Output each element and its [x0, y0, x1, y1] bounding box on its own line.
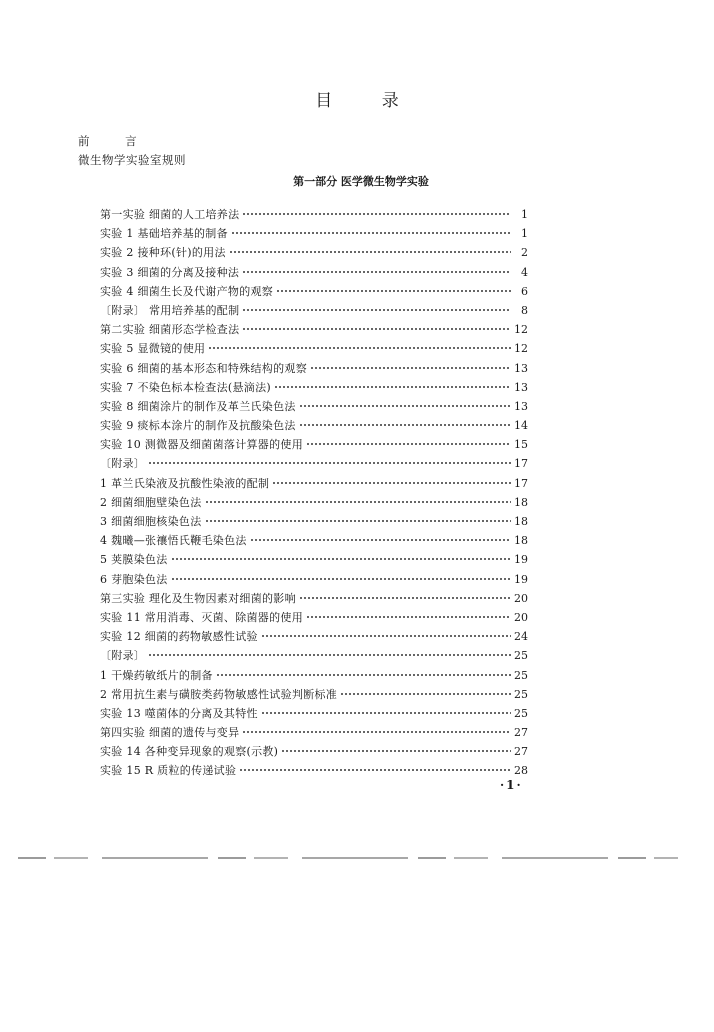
- toc-entry[interactable]: [100, 225, 528, 244]
- page-title: 目 录: [315, 91, 421, 111]
- toc-entry-title: 实验 1 基础培养基的制备: [100, 227, 228, 241]
- dot-leader: [242, 210, 511, 218]
- dot-leader: [261, 709, 511, 717]
- toc-entry-title: 实验 2 接种环(针)的用法: [100, 246, 226, 260]
- dot-leader: [306, 440, 511, 448]
- toc-entry-page: 2: [521, 246, 528, 260]
- dot-leader: [171, 555, 511, 563]
- toc-entry-title: 第一实验 细菌的人工培养法: [100, 208, 240, 221]
- dot-leader: [242, 728, 511, 736]
- toc-entry[interactable]: [100, 264, 528, 283]
- toc-entry[interactable]: [100, 436, 528, 455]
- toc-entry-title: 实验 5 显微镜的使用: [100, 342, 206, 356]
- toc-entry-page: 6: [521, 284, 528, 298]
- toc-entry-title: 实验 10 测微器及细菌菌落计算器的使用: [100, 438, 303, 452]
- toc-entry[interactable]: [100, 513, 528, 532]
- toc-entry-title: 第二实验 细菌形态学检查法: [100, 323, 240, 337]
- dot-leader: [229, 248, 511, 256]
- toc-entry-page: 18: [514, 495, 528, 509]
- toc-entry-title: 〔附录〕: [100, 457, 146, 471]
- toc-entry-title: 2 常用抗生素与磺胺类药物敏感性试验判断标准: [100, 687, 338, 701]
- toc-entry[interactable]: [100, 609, 528, 628]
- toc-entry[interactable]: [100, 206, 528, 225]
- toc-lab-rules[interactable]: 微生物学实验室规则: [78, 153, 186, 167]
- toc-entry[interactable]: [100, 455, 528, 474]
- dot-leader: [272, 479, 511, 487]
- dot-leader: [340, 690, 511, 698]
- toc-entry-page: 17: [514, 457, 528, 471]
- toc-entry-title: 2 细菌细胞壁染色法: [100, 495, 202, 509]
- toc-entry-page: 27: [514, 726, 528, 740]
- dot-leader: [310, 364, 511, 372]
- toc-entry-title: 实验 15 R 质粒的传递试验: [100, 764, 237, 778]
- toc-entry-title: 6 芽胞染色法: [100, 572, 168, 586]
- toc-entry[interactable]: [100, 302, 528, 321]
- toc-entry[interactable]: [100, 360, 528, 379]
- dot-leader: [306, 613, 511, 621]
- dot-leader: [274, 383, 511, 391]
- part-heading: 第一部分 医学微生物学实验: [293, 175, 429, 188]
- toc-entry[interactable]: [100, 475, 528, 494]
- toc-entry-page: 25: [514, 687, 528, 701]
- toc-entry[interactable]: [100, 379, 528, 398]
- dot-leader: [239, 766, 511, 774]
- dot-leader: [216, 671, 511, 679]
- toc-entry-title: 〔附录〕: [100, 649, 146, 663]
- toc-entry[interactable]: [100, 340, 528, 359]
- dot-leader: [148, 459, 511, 467]
- toc-foreword[interactable]: 前 言: [78, 134, 153, 148]
- scan-artifact-line: [18, 857, 678, 859]
- toc-entry-page: 27: [514, 745, 528, 759]
- toc-entry-page: 24: [514, 630, 528, 644]
- toc-entry-title: 实验 12 细菌的药物敏感性试验: [100, 630, 258, 644]
- toc-entry[interactable]: [100, 571, 528, 590]
- toc-entry[interactable]: [100, 244, 528, 263]
- toc-entry-title: 实验 14 各种变异现象的观察(示教): [100, 745, 279, 759]
- toc-entry-title: 实验 13 噬菌体的分离及其特性: [100, 706, 258, 720]
- toc-entry-page: 15: [514, 438, 528, 452]
- toc-entry[interactable]: [100, 590, 528, 609]
- toc-entry-page: 8: [521, 303, 528, 317]
- toc-entry[interactable]: [100, 321, 528, 340]
- toc-entry[interactable]: [100, 686, 528, 705]
- toc-entry[interactable]: [100, 705, 528, 724]
- toc-entry-page: 28: [514, 764, 528, 778]
- toc-entry-page: 25: [514, 706, 528, 720]
- toc-entry-title: 1 革兰氏染液及抗酸性染液的配制: [100, 476, 270, 490]
- dot-leader: [242, 325, 511, 333]
- toc-entry-page: 19: [514, 553, 528, 567]
- dot-leader: [299, 421, 511, 429]
- toc-entry[interactable]: [100, 551, 528, 570]
- toc-entry-title: 实验 4 细菌生长及代谢产物的观察: [100, 284, 274, 298]
- dot-leader: [148, 651, 511, 659]
- dot-leader: [242, 306, 511, 314]
- toc-entry[interactable]: [100, 417, 528, 436]
- toc-entry-page: 12: [514, 342, 528, 356]
- toc-entry[interactable]: [100, 724, 528, 743]
- toc-entry[interactable]: [100, 762, 528, 781]
- toc-entry-title: 实验 7 不染色标本检查法(悬滴法): [100, 380, 271, 394]
- toc-entry[interactable]: [100, 667, 528, 686]
- dot-leader: [250, 536, 511, 544]
- toc-entry-page: 13: [514, 399, 528, 413]
- toc-entry-title: 3 细菌细胞核染色法: [100, 515, 202, 528]
- toc-entry[interactable]: [100, 628, 528, 647]
- toc-entry[interactable]: [100, 647, 528, 666]
- toc-entry-title: 实验 3 细菌的分离及接种法: [100, 265, 240, 279]
- dot-leader: [276, 287, 511, 295]
- dot-leader: [299, 594, 511, 602]
- toc-entry-page: 25: [514, 668, 528, 682]
- toc-entry-page: 14: [514, 419, 528, 433]
- toc-entry-page: 4: [521, 265, 528, 279]
- toc-entry-title: 实验 8 细菌涂片的制作及革兰氏染色法: [100, 399, 296, 413]
- dot-leader: [231, 229, 511, 237]
- toc-entry-page: 25: [514, 649, 528, 663]
- toc-entry-page: 1: [521, 227, 528, 241]
- toc-entry[interactable]: [100, 283, 528, 302]
- toc-entry-page: 17: [514, 476, 528, 490]
- dot-leader: [205, 498, 512, 506]
- dot-leader: [171, 575, 511, 583]
- dot-leader: [205, 517, 512, 525]
- dot-leader: [281, 747, 511, 755]
- toc-entry[interactable]: [100, 398, 528, 417]
- toc-entry-page: 13: [514, 361, 528, 375]
- toc-entry[interactable]: [100, 494, 528, 513]
- toc-entry-title: 第四实验 细菌的遗传与变异: [100, 726, 240, 740]
- toc-entry-title: 1 干燥药敏纸片的制备: [100, 668, 213, 682]
- toc-entry-title: 第三实验 理化及生物因素对细菌的影响: [100, 591, 296, 605]
- toc-entry-page: 12: [514, 323, 528, 337]
- toc-entry-title: 4 魏曦—张禳悟氏鞭毛染色法: [100, 534, 247, 548]
- toc-entry-title: 5 荚膜染色法: [100, 553, 168, 567]
- toc-entry-page: 18: [514, 515, 528, 528]
- dot-leader: [242, 268, 511, 276]
- toc-entry-page: 1: [521, 208, 528, 221]
- dot-leader: [261, 632, 511, 640]
- dot-leader: [208, 344, 511, 352]
- toc-entry-title: 实验 11 常用消毒、灭菌、除菌器的使用: [100, 610, 303, 624]
- toc-entry-title: 实验 9 痰标本涂片的制作及抗酸染色法: [100, 419, 296, 433]
- toc-entry-title: 〔附录〕 常用培养基的配制: [100, 303, 240, 317]
- toc-entry[interactable]: [100, 743, 528, 762]
- toc-entry-page: 18: [514, 534, 528, 548]
- toc-entry-title: 实验 6 细菌的基本形态和特殊结构的观察: [100, 361, 307, 375]
- toc-entry-page: 13: [514, 380, 528, 394]
- toc-entry-page: 20: [514, 591, 528, 605]
- page-number: ·1·: [500, 778, 523, 792]
- toc-entry-page: 19: [514, 572, 528, 586]
- toc-entry[interactable]: [100, 532, 528, 551]
- dot-leader: [299, 402, 511, 410]
- table-of-contents: [100, 206, 528, 782]
- toc-entry-page: 20: [514, 610, 528, 624]
